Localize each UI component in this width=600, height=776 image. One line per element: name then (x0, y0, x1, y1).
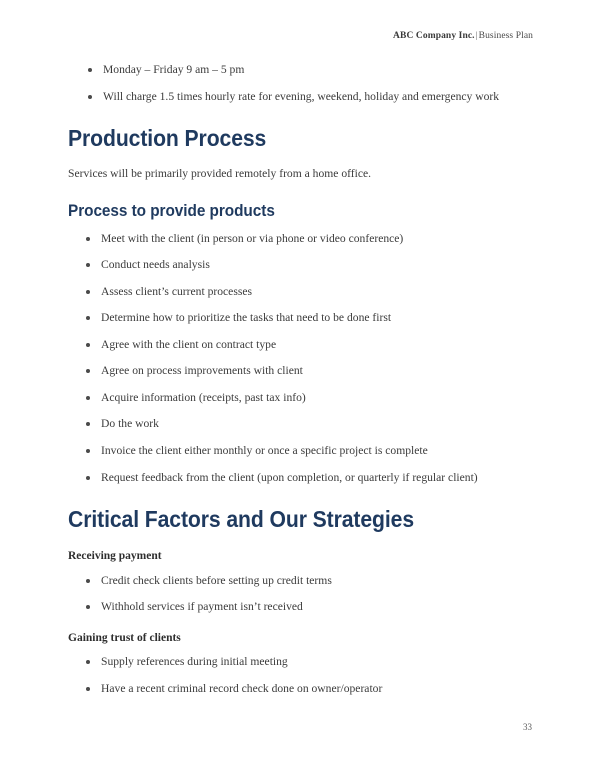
receiving-payment-list (68, 573, 534, 615)
group-heading-gaining-trust-of-clients: Gaining trust of clients (68, 631, 181, 644)
running-header (393, 31, 533, 41)
process-steps-list (68, 231, 534, 485)
production-process-intro-text: Services will be primarily provided remotely from a home office. (68, 166, 372, 180)
list-item: Meet with the client (in person or via phone or video conference) (68, 231, 534, 247)
list-item: Request feedback from the client (upon completion, or quarterly if regular client) (68, 470, 534, 486)
production-process-heading-block (68, 126, 534, 152)
list-item: Withhold services if payment isn’t received (68, 599, 534, 615)
receiving-payment-list-block (68, 573, 534, 615)
group-heading-receiving-payment: Receiving payment (68, 549, 162, 562)
list-item: Monday – Friday 9 am – 5 pm (68, 62, 534, 78)
page-content (68, 62, 534, 697)
header-document-name: Business Plan (478, 31, 533, 41)
process-to-provide-products-heading-block (68, 202, 534, 221)
list-item: Agree on process improvements with client (68, 363, 534, 379)
list-item: Invoice the client either monthly or once a specific project is complete (68, 443, 534, 459)
process-steps-list-block (68, 231, 534, 485)
list-item: Acquire information (receipts, past tax info) (68, 390, 534, 406)
list-item: Conduct needs analysis (68, 257, 534, 273)
list-item: Assess client’s current processes (68, 284, 534, 300)
production-process-intro-block (68, 166, 534, 182)
section-heading-critical-factors: Critical Factors and Our Strategies (68, 506, 415, 533)
critical-factors-heading-block (68, 507, 534, 533)
gaining-trust-list (68, 654, 534, 696)
list-item: Determine how to prioritize the tasks that need to be done first (68, 310, 534, 326)
gaining-trust-heading-block (68, 632, 534, 646)
subsection-heading-process-to-provide-products: Process to provide products (68, 201, 275, 220)
hours-and-rates-list (68, 62, 534, 104)
page-number: 33 (523, 722, 532, 732)
gaining-trust-list-block (68, 654, 534, 696)
list-item: Credit check clients before setting up credit terms (68, 573, 534, 589)
list-item: Supply references during initial meeting (68, 654, 534, 670)
list-item: Have a recent criminal record check done on owner/operator (68, 681, 534, 697)
header-separator: | (475, 31, 478, 41)
list-item: Agree with the client on contract type (68, 337, 534, 353)
receiving-payment-heading-block (68, 550, 534, 564)
list-item: Will charge 1.5 times hourly rate for evening, weekend, holiday and emergency work (68, 89, 534, 105)
section-heading-production-process: Production Process (68, 125, 267, 152)
header-company-name: ABC Company Inc. (393, 31, 475, 41)
list-item: Do the work (68, 416, 534, 432)
